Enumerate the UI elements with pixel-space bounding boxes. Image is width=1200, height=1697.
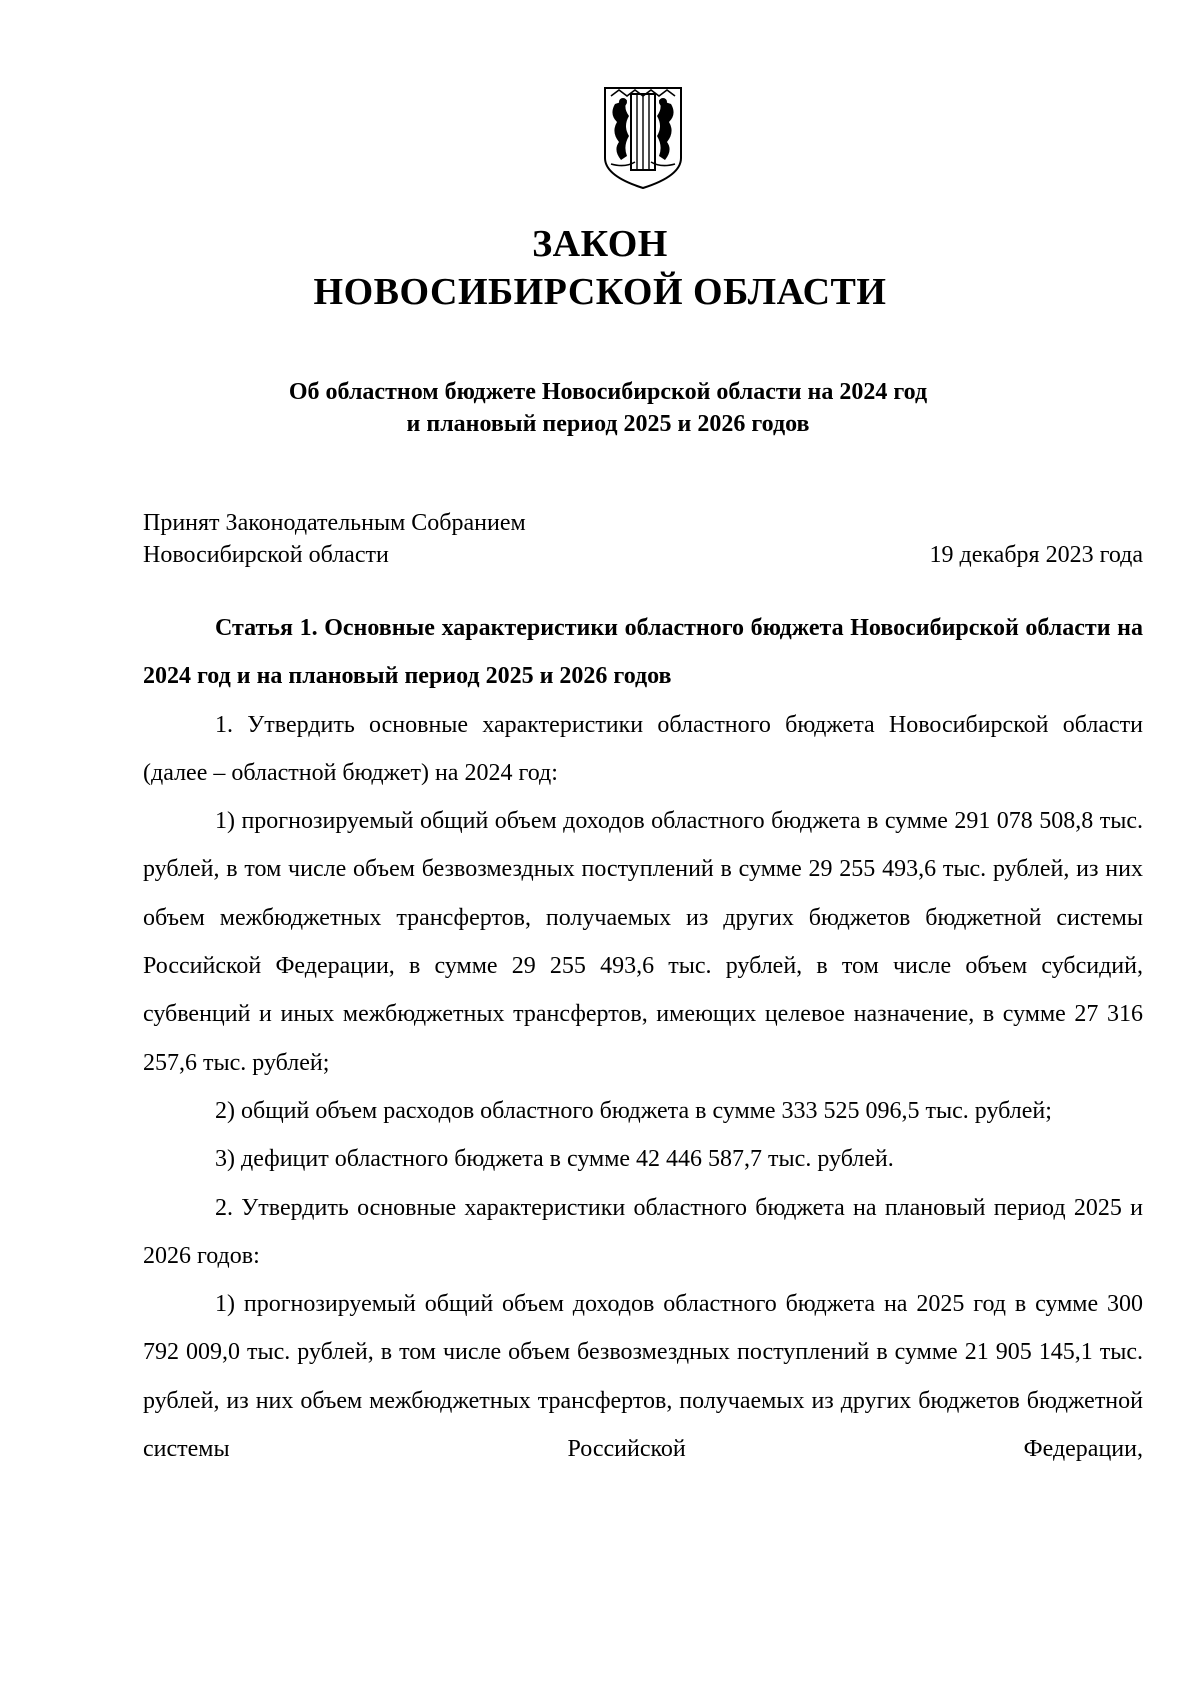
law-subtitle-line1: Об областном бюджете Новосибирской области на 2024 год — [288, 379, 928, 405]
paragraph: 3) дефицит областного бюджета в сумме 42 446 587,7 тыс. рублей. — [215, 1146, 894, 1173]
paragraph: 2) общий объем расходов областного бюджета в сумме 333 525 096,5 тыс. рублей; — [215, 1097, 1052, 1124]
paragraph: 2. Утвердить основные характеристики областного бюджета на плановый период 2025 и 2026 годов: — [143, 1194, 1143, 1269]
adopted-by-line2: Новосибирской области — [143, 542, 389, 568]
paragraph: 1. Утвердить основные характеристики областного бюджета Новосибирской области (далее – областной бюджет) на 2024 год: — [143, 711, 1143, 786]
article-heading: Статья 1. Основные характеристики областного бюджета Новосибирской области на 2024 год и на плановый период 2025 и 2026 годов — [143, 615, 1143, 690]
paragraph: 1) прогнозируемый общий объем доходов областного бюджета на 2025 год в сумме 300 792 009,0 тыс. рублей, в том числе объем безвозмездных поступлений в сумме 21 905 145,1 тыс. рублей, из них объем межбюджетных трансфертов, получаемых из других бюджетов бюджетной системы Российской Федерации, — [143, 1291, 1143, 1463]
adoption-date: 19 декабря 2023 года — [929, 542, 1143, 568]
adopted-by-line1: Принят Законодательным Собранием — [143, 510, 526, 536]
law-title-line2: НОВОСИБИРСКОЙ ОБЛАСТИ — [313, 271, 887, 313]
law-subtitle-line2: и плановый период 2025 и 2026 годов — [406, 411, 810, 437]
coat-of-arms-icon — [601, 84, 685, 190]
law-body — [143, 604, 1143, 1473]
paragraph: 1) прогнозируемый общий объем доходов областного бюджета в сумме 291 078 508,8 тыс. рублей, в том числе объем безвозмездных поступлений в сумме 29 255 493,6 тыс. рублей, из них объем межбюджетных трансфертов, получаемых из других бюджетов бюджетной системы Российской Федерации, в сумме 29 255 493,6 тыс. рублей, в том числе объем субсидий, субвенций и иных межбюджетных трансфертов, имеющих целевое назначение, в сумме 27 316 257,6 тыс. рублей; — [143, 808, 1143, 1076]
law-title-line1: ЗАКОН — [532, 223, 668, 265]
